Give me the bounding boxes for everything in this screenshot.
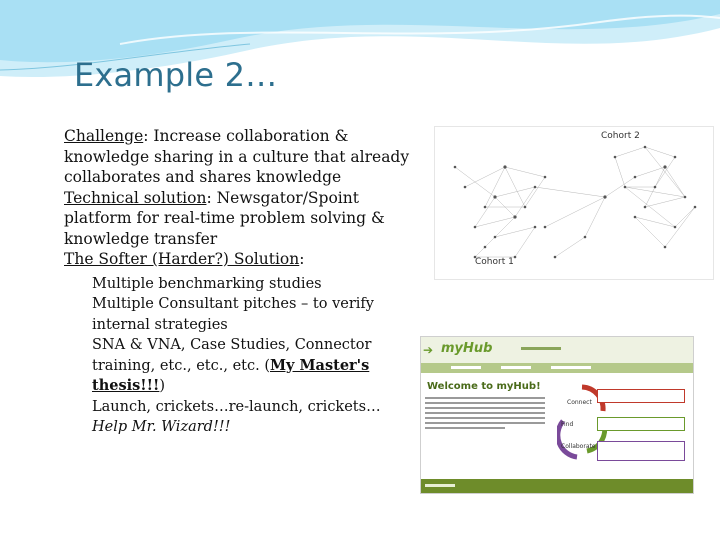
bullet-text: : [299, 250, 305, 268]
subbullet-consultant [30, 294, 430, 335]
subbullet-text-after: ) [159, 378, 166, 394]
slide-title: Example 2… [74, 56, 278, 94]
myhub-welcome-text [425, 397, 545, 432]
bullet-text: : Newsgator/Spoint platform for real-time problem solving & knowledge transfer [64, 188, 385, 248]
bullet-text: : Increase collaboration & knowledge sharing in a culture that already collaborates and shares knowledge [64, 127, 410, 186]
myhub-step-find: Find [561, 421, 574, 428]
myhub-screenshot-image [420, 336, 694, 494]
myhub-box-collaborate [597, 441, 685, 461]
subbullet-help [30, 417, 430, 438]
bullet-list [30, 126, 430, 438]
myhub-header-text [521, 347, 561, 350]
subbullet-text: Launch, crickets…re-launch, crickets… [92, 398, 381, 415]
myhub-footer [421, 479, 693, 493]
subbullet-benchmarking [30, 274, 430, 295]
cohort2-label: Cohort 2 [601, 131, 640, 141]
bullet-label: Technical solution [64, 188, 207, 207]
cohort1-label: Cohort 1 [475, 257, 514, 267]
bullet-softer-solution [30, 249, 430, 270]
myhub-header [421, 337, 693, 363]
bullet-label: Challenge [64, 127, 144, 145]
myhub-nav-bar [421, 363, 693, 373]
network-graph-image [434, 126, 714, 280]
myhub-step-collaborate: Collaborate [561, 443, 596, 450]
bullet-challenge [30, 126, 430, 188]
arrow-icon: ➔ [423, 343, 434, 357]
myhub-box-find [597, 417, 685, 431]
myhub-box-connect [597, 389, 685, 403]
myhub-step-connect: Connect [567, 399, 592, 406]
bullet-label: The Softer (Harder?) Solution [64, 250, 300, 268]
subbullet-text: Help Mr. Wizard!!! [92, 419, 231, 435]
subbullet-text: SNA & VNA, Case Studies, Connector training, etc., etc., etc. ( [92, 337, 372, 374]
masters-thesis-link[interactable]: My Master's thesis!!! [92, 356, 370, 394]
myhub-welcome-heading: Welcome to myHub! [427, 381, 541, 392]
subbullet-launch [30, 397, 430, 418]
subbullet-text: Multiple benchmarking studies [92, 275, 322, 292]
bullet-technical-solution [30, 188, 430, 250]
subbullet-sna-vna [30, 335, 430, 397]
subbullet-text: Multiple Consultant pitches – to verify internal strategies [92, 296, 374, 333]
myhub-logo: myHub [441, 341, 493, 356]
